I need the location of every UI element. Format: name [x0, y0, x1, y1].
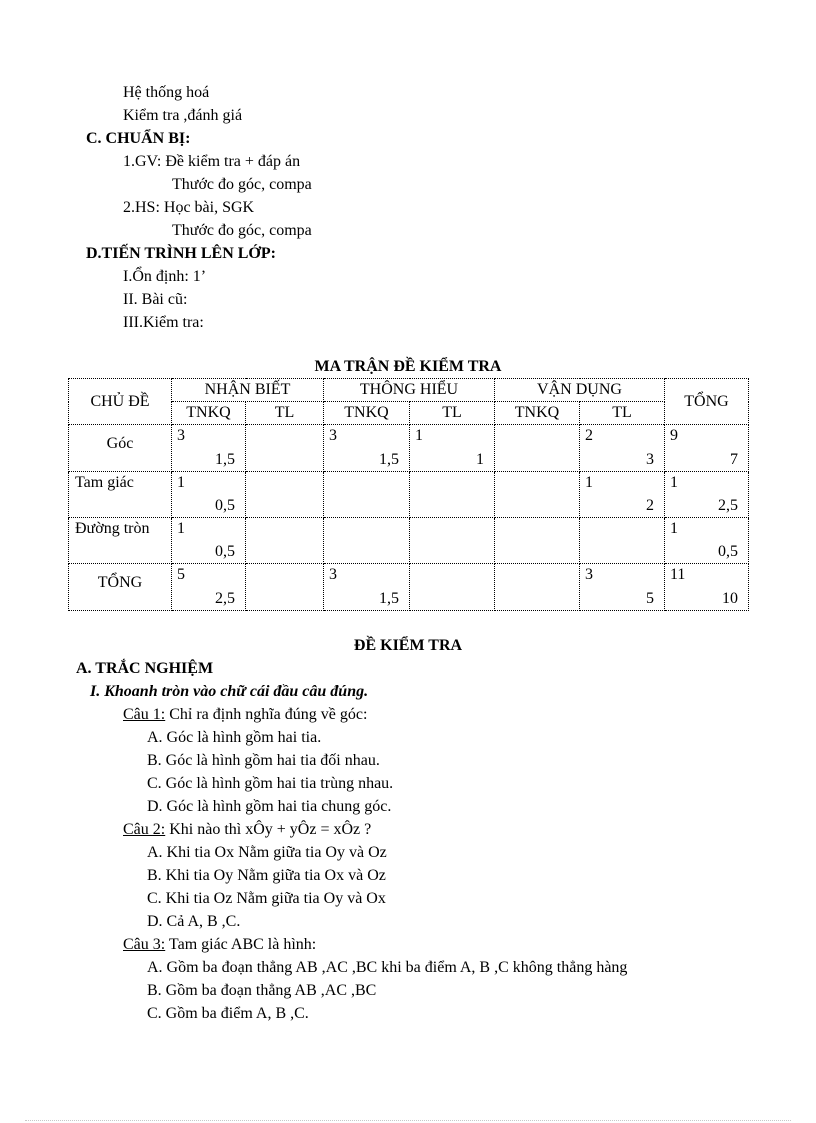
question-1 — [123, 705, 367, 725]
row-label: Tam giác — [75, 474, 134, 491]
page-bottom-divider — [25, 1120, 791, 1121]
cell-count: 1 — [670, 474, 678, 491]
question-3 — [123, 935, 316, 955]
question-2 — [123, 820, 371, 840]
row-label: Đường tròn — [75, 520, 150, 537]
table-row — [69, 518, 749, 564]
hs-line: 2.HS: Học bài, SGK — [123, 199, 255, 216]
row-label: Góc — [106, 435, 134, 452]
subheader-tl: TL — [580, 402, 665, 425]
matrix-cell — [246, 472, 324, 518]
question-label: Câu 3: — [123, 936, 166, 953]
matrix-cell — [495, 425, 580, 472]
cell-score: 0,5 — [215, 543, 235, 560]
matrix-cell — [410, 472, 495, 518]
cell-count: 9 — [670, 427, 678, 444]
subheader-tl: TL — [410, 402, 495, 425]
cell-score: 0,5 — [718, 543, 738, 560]
cell-count: 1 — [177, 520, 185, 537]
step-3: III.Kiểm tra: — [123, 314, 204, 331]
cell-count: 3 — [329, 566, 337, 583]
answer-option[interactable]: A. Gồm ba đoạn thẳng AB ,AC ,BC khi ba điểm A, B ,C không thẳng hàng — [147, 959, 628, 976]
header-total: TỔNG — [665, 379, 749, 425]
table-row — [69, 472, 749, 518]
cell-count: 1 — [670, 520, 678, 537]
matrix-cell — [495, 472, 580, 518]
matrix-cell — [495, 564, 580, 611]
cell-score: 3 — [646, 451, 654, 468]
matrix-cell — [324, 425, 410, 472]
matrix-cell — [665, 518, 749, 564]
part-a-heading: A. TRẮC NGHIỆM — [76, 660, 214, 677]
answer-option[interactable]: D. Cả A, B ,C. — [147, 913, 241, 930]
row-label-cell — [69, 518, 172, 564]
answer-option[interactable]: B. Gồm ba đoạn thẳng AB ,AC ,BC — [147, 982, 377, 999]
cell-count: 3 — [585, 566, 593, 583]
table-row — [69, 425, 749, 472]
matrix-cell — [580, 472, 665, 518]
matrix-cell — [172, 518, 246, 564]
cell-score: 2,5 — [215, 590, 235, 607]
table-row — [69, 564, 749, 611]
matrix-cell — [172, 472, 246, 518]
question-text: Tam giác ABC là hình: — [165, 936, 317, 953]
exam-instruction: I. Khoanh tròn vào chữ cái đầu câu đúng. — [90, 683, 369, 700]
cell-score: 5 — [646, 590, 654, 607]
row-label: TỔNG — [97, 574, 143, 591]
matrix-cell — [324, 518, 410, 564]
cell-score: 10 — [722, 590, 738, 607]
cell-count: 1 — [415, 427, 423, 444]
matrix-cell — [665, 564, 749, 611]
header-topic: CHỦ ĐỀ — [69, 379, 172, 425]
matrix-cell — [495, 518, 580, 564]
answer-option[interactable]: B. Khi tia Oy Nằm giữa tia Ox và Oz — [147, 867, 386, 884]
cell-count: 3 — [177, 427, 185, 444]
matrix-cell — [246, 425, 324, 472]
cell-count: 1 — [585, 474, 593, 491]
answer-option[interactable]: C. Góc là hình gồm hai tia trùng nhau. — [147, 775, 394, 792]
matrix-cell — [580, 425, 665, 472]
cell-score: 1,5 — [379, 590, 399, 607]
subheader-tl: TL — [246, 402, 324, 425]
matrix-title: MA TRẬN ĐỀ KIỂM TRA — [314, 358, 502, 375]
cell-score: 1,5 — [379, 451, 399, 468]
cell-count: 2 — [585, 427, 593, 444]
question-label: Câu 2: — [123, 821, 166, 838]
answer-option[interactable]: B. Góc là hình gồm hai tia đối nhau. — [147, 752, 380, 769]
subheader-tnkq: TNKQ — [172, 402, 246, 425]
question-text: Chỉ ra định nghĩa đúng về góc: — [165, 706, 368, 723]
cell-score: 2,5 — [718, 497, 738, 514]
answer-option[interactable]: A. Góc là hình gồm hai tia. — [147, 729, 322, 746]
matrix-cell — [580, 564, 665, 611]
cell-score: 1,5 — [215, 451, 235, 468]
step-1: I.Ổn định: 1’ — [123, 268, 207, 285]
answer-option[interactable]: C. Khi tia Oz Nằm giữa tia Oy và Ox — [147, 890, 386, 907]
answer-option[interactable]: C. Gồm ba điểm A, B ,C. — [147, 1005, 309, 1022]
cell-count: 1 — [177, 474, 185, 491]
matrix-cell — [580, 518, 665, 564]
cell-score: 1 — [476, 451, 484, 468]
cell-score: 0,5 — [215, 497, 235, 514]
header-group-understand: THÔNG HIỂU — [324, 379, 495, 402]
header-group-apply: VẬN DỤNG — [495, 379, 665, 402]
cell-score: 2 — [646, 497, 654, 514]
matrix-cell — [246, 518, 324, 564]
section-d-heading: D.TIẾN TRÌNH LÊN LỚP: — [86, 245, 276, 262]
subheader-tnkq: TNKQ — [495, 402, 580, 425]
question-text: Khi nào thì xÔy + yÔz = xÔz ? — [165, 821, 372, 838]
row-label-cell — [69, 472, 172, 518]
matrix-cell — [410, 564, 495, 611]
subheader-tnkq: TNKQ — [324, 402, 410, 425]
matrix-cell — [324, 472, 410, 518]
matrix-cell — [410, 518, 495, 564]
step-2: II. Bài cũ: — [123, 291, 188, 308]
test-matrix-table — [68, 378, 749, 611]
answer-option[interactable]: A. Khi tia Ox Nằm giữa tia Oy và Oz — [147, 844, 387, 861]
row-label-cell — [69, 425, 172, 472]
cell-count: 11 — [670, 566, 686, 583]
matrix-cell — [410, 425, 495, 472]
cell-count: 3 — [329, 427, 337, 444]
cell-score: 7 — [730, 451, 738, 468]
matrix-cell — [172, 564, 246, 611]
matrix-cell — [665, 472, 749, 518]
row-label-cell — [69, 564, 172, 611]
matrix-cell — [665, 425, 749, 472]
cell-count: 5 — [177, 566, 185, 583]
matrix-cell — [324, 564, 410, 611]
section-c-heading: C. CHUẨN BỊ: — [86, 130, 191, 147]
intro-line-1: Hệ thống hoá — [123, 84, 210, 101]
question-label: Câu 1: — [123, 706, 166, 723]
header-group-recognize: NHẬN BIẾT — [172, 379, 324, 402]
gv-line: 1.GV: Đề kiểm tra + đáp án — [123, 153, 301, 170]
matrix-cell — [172, 425, 246, 472]
gv-tools: Thước đo góc, compa — [172, 176, 312, 193]
matrix-cell — [246, 564, 324, 611]
intro-line-2: Kiểm tra ,đánh giá — [123, 107, 243, 124]
hs-tools: Thước đo góc, compa — [172, 222, 312, 239]
answer-option[interactable]: D. Góc là hình gồm hai tia chung góc. — [147, 798, 392, 815]
exam-title: ĐỀ KIỂM TRA — [353, 637, 463, 654]
